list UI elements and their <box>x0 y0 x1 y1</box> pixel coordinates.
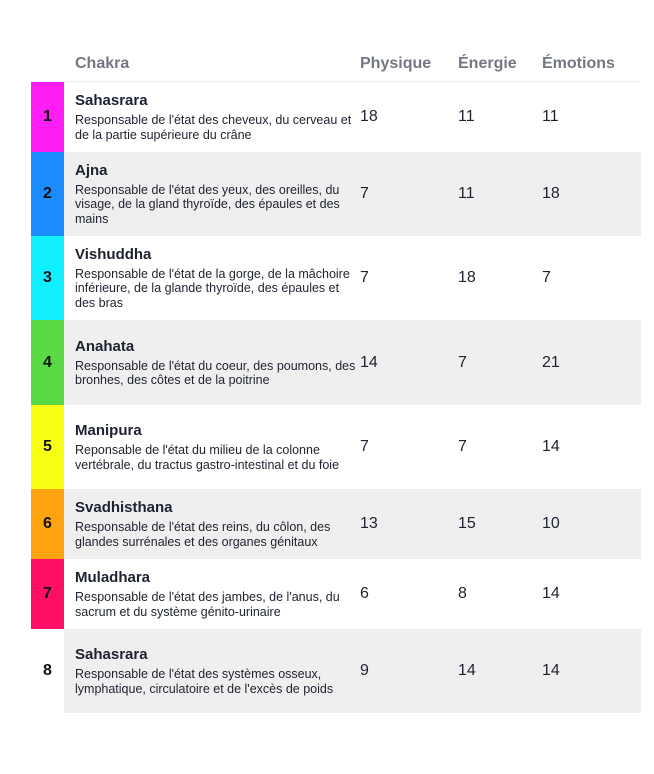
emotions-value: 14 <box>542 438 560 455</box>
chakra-number-badge: 7 <box>31 559 64 629</box>
chakra-description: Responsable de l'état des yeux, des oreilles, du visage, de la gland thyroïde, des épaules et des mains <box>75 182 340 226</box>
row-content <box>64 405 641 489</box>
chakra-table <box>31 47 641 713</box>
physique-value: 9 <box>360 662 369 679</box>
energie-value: 15 <box>458 515 476 532</box>
energie-value: 11 <box>458 185 475 202</box>
chakra-name: Manipura <box>75 422 142 439</box>
emotions-value: 10 <box>542 515 560 532</box>
chakra-description: Responsable de l'état des jambes, de l'anus, du sacrum et du système génito-urinaire <box>75 590 340 619</box>
table-row <box>31 405 641 489</box>
energie-value: 8 <box>458 585 467 602</box>
chakra-cell <box>64 646 360 696</box>
emotions-value: 7 <box>542 269 551 286</box>
table-row <box>31 629 641 713</box>
physique-value: 7 <box>360 269 369 286</box>
row-content <box>64 320 641 405</box>
energie-value: 14 <box>458 662 476 679</box>
physique-value: 7 <box>360 438 369 455</box>
chakra-number-badge: 3 <box>31 236 64 320</box>
chakra-description: Responsable de l'état des cheveux, du cerveau et de la partie supérieure du crâne <box>75 113 352 142</box>
physique-value: 6 <box>360 585 369 602</box>
chakra-number-badge: 2 <box>31 152 64 236</box>
energie-value: 18 <box>458 269 476 286</box>
header-emotions: Émotions <box>542 55 615 72</box>
chakra-cell <box>64 246 360 311</box>
energie-value: 7 <box>458 353 467 371</box>
physique-value: 13 <box>360 515 378 532</box>
emotions-value: 14 <box>542 585 560 602</box>
chakra-description: Responsable de l'état des systèmes osseux, lymphatique, circulatoire et de l'excès de poids <box>75 667 334 696</box>
emotions-value: 21 <box>542 353 560 371</box>
chakra-cell <box>64 422 360 472</box>
chakra-name: Muladhara <box>75 569 151 586</box>
chakra-cell <box>64 569 360 619</box>
row-content <box>64 236 641 320</box>
chakra-cell <box>64 499 360 549</box>
header-energie: Énergie <box>458 55 517 72</box>
energie-value: 7 <box>458 438 467 455</box>
emotions-value: 18 <box>542 185 560 202</box>
row-content <box>64 489 641 559</box>
chakra-name: Anahata <box>75 337 135 355</box>
table-row <box>31 559 641 629</box>
chakra-cell <box>64 162 360 227</box>
row-content <box>64 152 641 236</box>
table-header <box>31 47 641 82</box>
table-row <box>31 489 641 559</box>
energie-value: 11 <box>458 108 475 125</box>
physique-value: 18 <box>360 108 378 125</box>
chakra-description: Reponsable de l'état du milieu de la colonne vertébrale, du tractus gastro-intestinal et du foie <box>75 443 340 472</box>
chakra-number-badge: 6 <box>31 489 64 559</box>
row-content <box>64 629 641 713</box>
row-content <box>64 559 641 629</box>
chakra-name: Ajna <box>75 161 108 179</box>
chakra-description: Responsable de l'état de la gorge, de la mâchoire inférieure, de la glande thyroïde, des épaules et des bras <box>75 266 350 310</box>
chakra-number-badge: 4 <box>31 320 64 405</box>
header-physique: Physique <box>360 55 432 72</box>
chakra-number-badge: 5 <box>31 405 64 489</box>
chakra-cell <box>64 338 360 388</box>
header-chakra: Chakra <box>75 55 130 72</box>
chakra-number-badge: 1 <box>31 82 64 152</box>
table-row <box>31 320 641 405</box>
chakra-name: Vishuddha <box>75 245 152 263</box>
chakra-name: Sahasrara <box>75 92 148 109</box>
chakra-description: Responsable de l'état du coeur, des poumons, des bronhes, des côtes et de la poitrine <box>75 358 356 387</box>
chakra-name: Svadhisthana <box>75 499 173 516</box>
table-row <box>31 82 641 152</box>
physique-value: 14 <box>360 353 378 371</box>
chakra-cell <box>64 92 360 142</box>
table-row <box>31 152 641 236</box>
chakra-number-badge: 8 <box>31 629 64 713</box>
table-body <box>31 82 641 713</box>
emotions-value: 14 <box>542 662 560 679</box>
chakra-name: Sahasrara <box>75 646 148 663</box>
table-row <box>31 236 641 320</box>
chakra-description: Responsable de l'état des reins, du côlon, des glandes surrénales et des organes génitaux <box>75 520 331 549</box>
emotions-value: 11 <box>542 108 559 125</box>
physique-value: 7 <box>360 185 369 202</box>
row-content <box>64 82 641 152</box>
